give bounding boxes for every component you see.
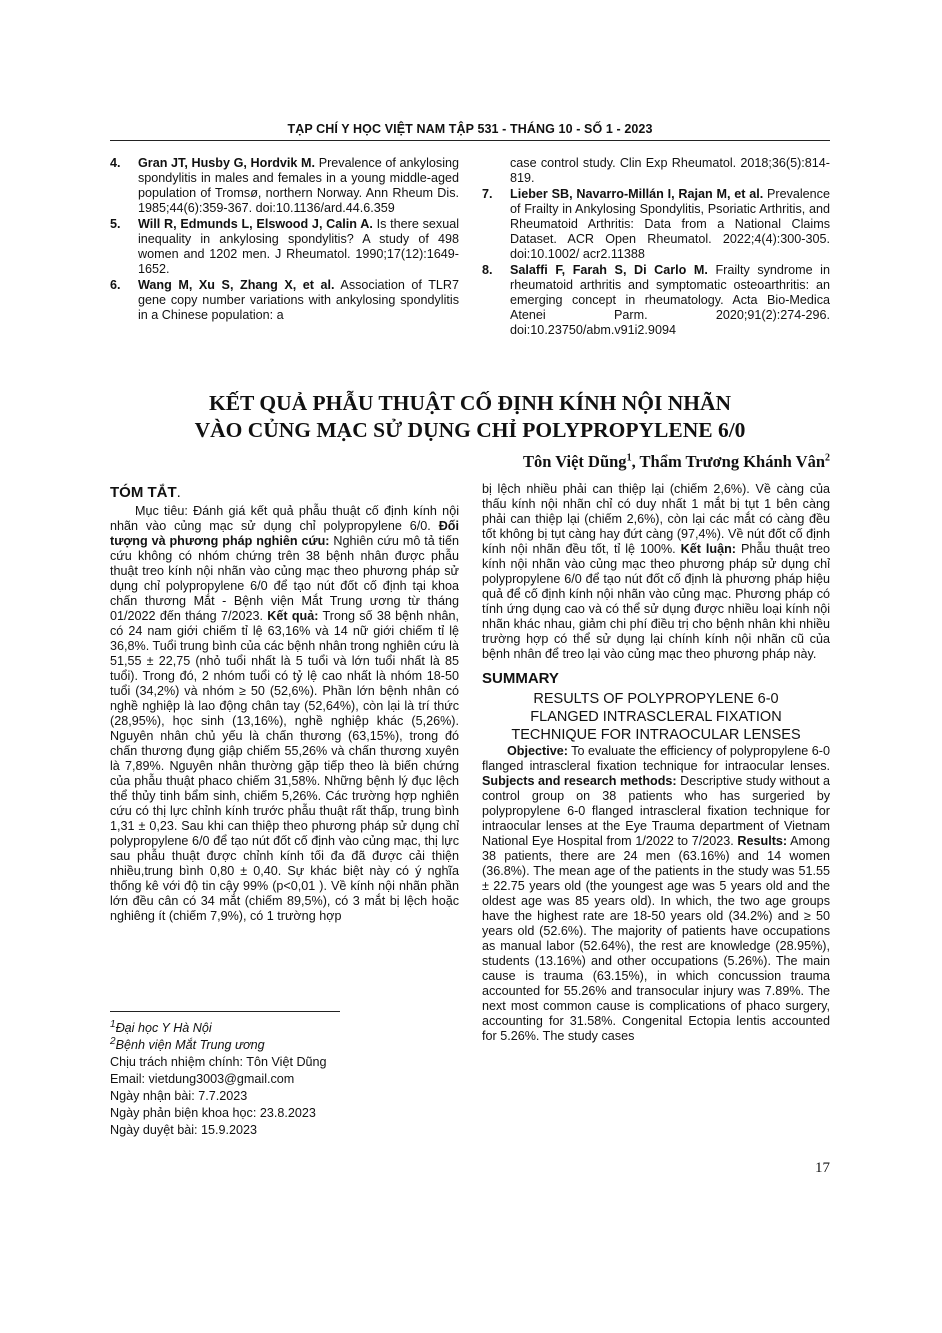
abstract-continuation: bị lệch nhiều phải can thiệp lại (chiếm 2,6%). Về càng của thấu kính nội nhãn chỉ có duy nhất 1 mắt bị tụt 1 bên càng phải can thiệp lại (chiếm 2,6%), còn lại các mắt có càng đều tốt không bị tụt càng hay đứt càng (97,4%). Về nút đốt cố định kính nội nhãn đều tốt, tỉ lệ 100%. Kết luận: Phẫu thuật treo kính nội nhãn vào củng mạc theo phương pháp sử dụng chỉ polypropylene 6/0 để tạo nút đốt cố định là phương pháp hiệu quả để cố định kính nội nhãn vào củng mạc. Phương pháp có tính ứng dụng cao và có thể sử dụng được nhiều loại kính nội nhãn khác nhau, giảm chi phí điều trị cho bệnh nhân khi nhiều trường hợp có thể sử dụng lại chính kính nội nhãn cũ của bệnh nhân để treo lại vào củng mạc theo phương pháp này. <box>482 482 830 661</box>
reference-number: 6. <box>110 278 121 292</box>
corresponding-author: Chịu trách nhiệm chính: Tôn Việt Dũng <box>110 1055 327 1069</box>
reference-item <box>482 187 830 262</box>
author-name: Thẩm Trương Khánh Vân <box>639 452 825 471</box>
reference-text: Frailty syndrome in rheumatoid arthritis and symptomatic osteoarthritis: an emerging concept in rheumatology. Acta Bio-Medica Atenei Parm. 2020;91(2):274-296. doi:10.23750/abm.v91i2.9094 <box>510 263 830 337</box>
article-title-line: KẾT QUẢ PHẪU THUẬT CỐ ĐỊNH KÍNH NỘI NHÃN <box>208 391 732 415</box>
author-affiliation-mark: 1 <box>626 452 632 464</box>
results-label: Results: <box>737 834 788 848</box>
reference-authors: Salaffi F, Farah S, Di Carlo M. <box>510 263 708 277</box>
reference-text: Is there sexual inequality in ankylosing spondylitis? A study of 498 women and 1202 men. J Rheumatol. 1990;17(12):1649-1652. <box>138 217 460 276</box>
objective-label: Mục tiêu: <box>135 504 188 518</box>
summary-title-line: RESULTS OF POLYPROPYLENE 6-0 <box>533 691 779 707</box>
footnotes <box>110 1020 450 1139</box>
page-number: 17 <box>815 1160 830 1176</box>
reference-number: 5. <box>110 217 121 231</box>
author-name: Tôn Việt Dũng <box>522 452 627 471</box>
methods-label: Subjects and research methods: <box>482 774 677 788</box>
reference-text: case control study. Clin Exp Rheumatol. 2018;36(5):814-819. <box>510 156 830 185</box>
summary-heading: SUMMARY <box>482 670 559 687</box>
affiliation-2: $^2$Bệnh viện Mắt Trung ương <box>110 1035 265 1052</box>
summary-title-line: FLANGED INTRASCLERAL FIXATION <box>530 709 782 725</box>
affiliation-1: $^1$Đại học Y Hà Nội <box>110 1018 212 1035</box>
reference-text: Association of TLR7 gene copy number variations with ankylosing spondylitis in a Chinese population: a <box>138 278 460 322</box>
reference-authors: Lieber SB, Navarro-Millán I, Rajan M, et al. <box>510 187 764 201</box>
reference-item <box>482 263 830 338</box>
objective-label: Objective: <box>507 744 568 758</box>
article-authors <box>110 452 830 472</box>
summary-title-line: TECHNIQUE FOR INTRAOCULAR LENSES <box>511 727 801 743</box>
reference-text: Prevalence of ankylosing spondylitis in males and females in a young middle-aged population of Tromsø, northern Norway. Ann Rheum Dis. 1985;44(6):359-367. doi:10.1136/ard.44.6.359 <box>138 156 459 215</box>
reference-item <box>110 156 459 216</box>
email: Email: vietdung3003@gmail.com <box>110 1072 295 1086</box>
methods-label: Đối tượng và phương pháp nghiên cứu: <box>110 519 459 548</box>
date-received: Ngày nhận bài: 7.7.2023 <box>110 1089 248 1103</box>
results-label: Kết quả: <box>267 609 319 623</box>
reference-authors: Wang M, Xu S, Zhang X, et al. <box>138 278 335 292</box>
article-title-line: VÀO CỦNG MẠC SỬ DỤNG CHỈ POLYPROPYLENE 6/0 <box>194 418 746 442</box>
abstract-heading: TÓM TẮT. <box>110 484 181 501</box>
summary-paragraph: Objective: To evaluate the efficiency of polypropylene 6-0 flanged intrascleral fixation technique for intraocular lenses. Subjects and research methods: Descriptive study without a control group on 38 patients who has surgeried by polypropylene 6-0 flanged intrascleral fixation technique for intraocular lenses at the Eye Trauma department of Vietnam National Eye Hospital from 1/2022 to 7/2023. Results: Among 38 patients, there are 24 men (63.16%) and 14 women (36.8%). The mean age of the patients in the study was 51.55 ± 22.75 years old (the youngest age was 5 years old and the oldest age was 85 years old). In which, the two age groups have the highest rate are 18-50 years old (34.2%) and ≥ 50 years old (52.6%). The majority of patients have occupations as manual labor (52.64%), the rest are knowledge (28.95%), students (13.16%) and other occupations (5.26%). The main cause is trauma (63.15%), in which concussion trauma accounted for 55.26% and transocular injury was 7.89%. The next most common cause is complications of phaco surgery, accounting for 31.58%. Congenital Ectopia lentis accounted for 5.26%. The study cases <box>482 744 830 1043</box>
footnote-rule <box>110 1011 340 1012</box>
running-header: TẠP CHÍ Y HỌC VIỆT NAM TẬP 531 - THÁNG 10 - SỐ 1 - 2023 <box>287 122 653 136</box>
abstract-continuation-and-summary <box>482 482 830 1044</box>
article-title <box>110 390 830 444</box>
reference-continuation <box>482 156 830 186</box>
reference-number: 4. <box>110 156 121 170</box>
conclusion-label: Kết luận: <box>680 542 736 556</box>
reference-item <box>110 217 459 277</box>
reference-number: 7. <box>482 187 493 201</box>
references-left <box>110 156 459 324</box>
reference-item <box>110 278 459 323</box>
abstract-vietnamese <box>110 484 459 924</box>
reference-number: 8. <box>482 263 493 277</box>
reference-text: Prevalence of Frailty in Ankylosing Spondylitis, Psoriatic Arthritis, and Rheumatoid Arthritis: Data from a National Claims Dataset. ACR Open Rheumatol. 2022;4(4):300-305. doi:10.1002/ acr2.11388 <box>510 187 830 261</box>
reference-authors: Will R, Edmunds L, Elswood J, Calin A. <box>138 217 373 231</box>
header-rule <box>110 140 830 141</box>
date-reviewed: Ngày phản biện khoa học: 23.8.2023 <box>110 1106 316 1120</box>
date-accepted: Ngày duyệt bài: 15.9.2023 <box>110 1123 258 1137</box>
reference-authors: Gran JT, Husby G, Hordvik M. <box>138 156 316 170</box>
abstract-paragraph: Mục tiêu: Đánh giá kết quả phẫu thuật cố định kính nội nhãn vào củng mạc sử dụng chỉ polypropylene 6/0. Đối tượng và phương pháp nghiên cứu: Nghiên cứu mô tả tiến cứu không có nhóm chứng trên 38 bệnh nhân được phẫu thuật treo kính nội nhãn vào củng mạc theo phương pháp sử dụng chỉ polypropylene 6/0 để tạo nút đốt cố định tại khoa chấn thương Mắt - Bệnh viện Mắt Trung ương từ tháng 01/2022 đến tháng 7/2023. Kết quả: Trong số 38 bệnh nhân, có 24 nam giới chiếm tỉ lệ 63,16% và 14 nữ giới chiếm tỉ lệ 36,8%. Tuổi trung bình của các bệnh nhân trong nghiên cứu là 51,55 ± 22,75 (nhỏ tuổi nhất là 5 tuổi và lớn tuổi nhất là 85 tuổi). Trong đó, 2 nhóm tuổi có tỷ lệ cao nhất là nhóm 18-50 tuổi (34,2%) và nhóm ≥ 50 (52,6%). Phần lớn bệnh nhân có nghề nghiệp là lao động chân tay (52,64%), còn lại là trí thức (28,95%), học sinh (13,16%), nghề nghiệp khác (5,26%). Nguyên nhân chủ yếu là chấn thương (63,15%), trong đó chấn thương đụng giập chiếm 55,26% và chấn thương xuyên là 7,89%. Nguyên nhân thường gặp tiếp theo là biến chứng của phẫu thuật phaco chiếm 31,58%. Những bệnh lý đục lệch thể thủy tinh bẩm sinh, chiếm 5,26%. Các trường hợp nghiên cứu có thị lực chỉnh kính trước phẫu thuật rất thấp, trung bình 1,31 ± 0,23. Sau khi can thiệp theo phương pháp sử dụng chỉ polypropylene 6/0 để tạo nút đốt cố định vào củng mạc, thị lực sau phẫu thuật được chỉnh kính tối đa đã được cải thiện nhiều,trung bình 0,80 ± 0,40. Sự khác biệt này có ý nghĩa thống kê với độ tin cậy 99% (p<0,01 ). Về kính nội nhãn phần lớn đều cân có 34 mắt (chiếm 89,5%), có 3 mắt bị lệch hoặc nghiêng ít (chiếm 7,9%), có 1 trường hợp <box>110 504 459 923</box>
author-separator: , <box>631 452 640 471</box>
author-affiliation-mark: 2 <box>825 452 830 464</box>
references-right <box>482 156 830 339</box>
summary-title <box>482 690 830 744</box>
